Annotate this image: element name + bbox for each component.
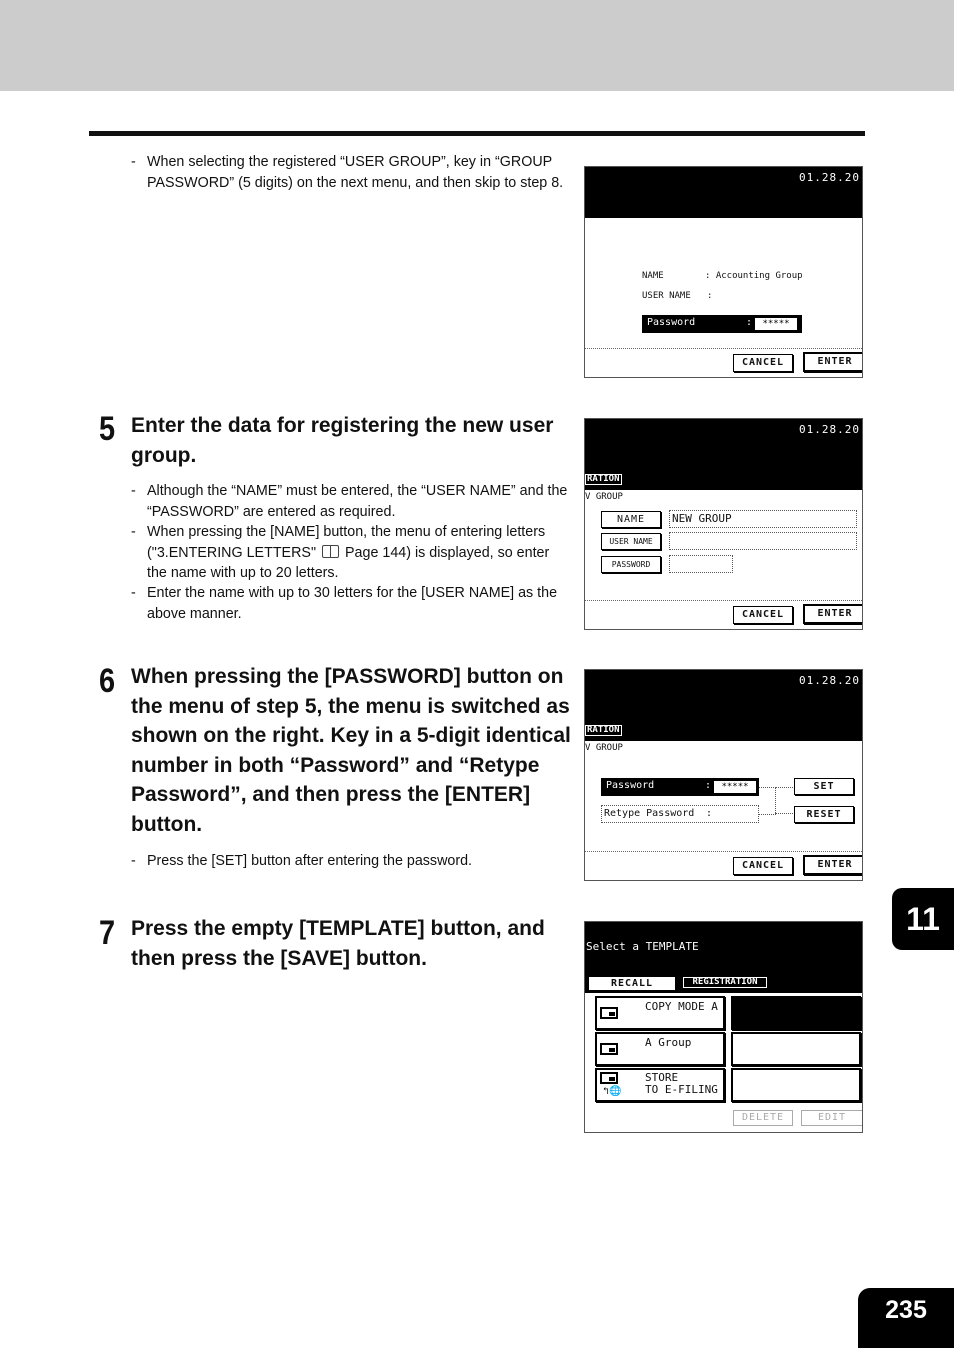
password-value: ***** [714, 781, 756, 793]
copy-icon [600, 1007, 618, 1019]
enter-button[interactable]: ENTER [803, 604, 863, 624]
copy-icon [600, 1043, 618, 1055]
group-label: V GROUP [585, 743, 623, 753]
connector-line [759, 787, 776, 815]
step-5-bullet-3: - Enter the name with up to 30 letters for the [USER NAME] as the above manner. [131, 585, 558, 622]
step-7-number: 7 [99, 914, 115, 952]
step-6-bullet-1: - Press the [SET] button after entering the password. [131, 853, 473, 869]
retype-password-field[interactable]: Retype Password : [601, 805, 759, 823]
lcd-date: 01.28.20 [799, 423, 860, 436]
lcd-group-password-screen [584, 166, 863, 378]
lcd-new-group-screen [584, 418, 863, 630]
step-5-bullet-2: - When pressing the [NAME] button, the menu of entering letters ("3.ENTERING LETTERS" Page 144) is displayed, so enter the name with up to 20 letters. [131, 524, 550, 581]
lcd-header [585, 167, 862, 218]
globe-icon: ↰🌐 [603, 1086, 622, 1097]
intro-bullet: - When selecting the registered “USER GROUP”, key in “GROUP PASSWORD” (5 digits) on the next menu, and then skip to step 8. [131, 154, 564, 191]
password-button[interactable]: PASSWORD [601, 556, 661, 573]
set-button[interactable]: SET [794, 778, 854, 795]
cancel-button[interactable]: CANCEL [733, 857, 793, 875]
lcd-password-screen [584, 669, 863, 881]
header-band [0, 0, 954, 91]
template-button-empty-selected[interactable] [731, 996, 861, 1030]
enter-button[interactable]: ENTER [803, 352, 863, 372]
name-button[interactable]: NAME [601, 511, 661, 528]
step-6-title: When pressing the [PASSWORD] button on the menu of step 5, the menu is switched as shown on the right. Key in a 5-digit identical number in both “Password” and “Retype Password”, and then press the [ENTER] button. [131, 665, 571, 836]
reset-button[interactable]: RESET [794, 806, 854, 823]
lcd-date: 01.28.20 [799, 674, 860, 687]
step-6-number: 6 [99, 662, 115, 700]
registration-tab[interactable]: RATION [584, 472, 624, 487]
password-value: ***** [755, 318, 797, 330]
delete-button[interactable]: DELETE [733, 1110, 793, 1126]
registration-tab[interactable]: RATION [584, 723, 624, 738]
step-7-title: Press the empty [TEMPLATE] button, and then press the [SAVE] button. [131, 917, 545, 970]
lcd-header [585, 419, 862, 490]
name-label: NAME [642, 271, 664, 281]
copy-icon [600, 1072, 618, 1084]
cancel-button[interactable]: CANCEL [733, 354, 793, 372]
template-button-empty-2[interactable] [731, 1068, 861, 1102]
user-name-value: : [707, 291, 713, 301]
cancel-button[interactable]: CANCEL [733, 606, 793, 624]
password-field [669, 555, 733, 573]
name-value: : Accounting Group [705, 271, 803, 281]
step-5-title: Enter the data for registering the new user group. [131, 414, 554, 467]
enter-button[interactable]: ENTER [803, 855, 863, 875]
registration-tab[interactable]: REGISTRATION [681, 975, 769, 990]
chapter-tab: 11 [892, 888, 954, 950]
step-5-bullet-1: - Although the “NAME” must be entered, the “USER NAME” and the “PASSWORD” are entered as required. [131, 483, 568, 520]
lcd-header [585, 670, 862, 741]
password-field[interactable]: Password : ***** [642, 315, 802, 333]
user-name-button[interactable]: USER NAME [601, 533, 661, 550]
user-name-field [669, 532, 857, 550]
template-button-empty[interactable] [731, 1032, 861, 1066]
password-field[interactable]: Password : ***** [601, 778, 759, 796]
template-button-store-to-efiling[interactable]: ↰🌐 STORE TO E-FILING [595, 1068, 725, 1102]
book-icon [322, 545, 339, 558]
name-field: NEW GROUP [669, 510, 857, 528]
user-name-label: USER NAME [642, 291, 691, 301]
edit-button[interactable]: EDIT [801, 1110, 863, 1126]
lcd-template-screen [584, 921, 863, 1133]
template-button-copy-mode-a[interactable]: COPY MODE A [595, 996, 725, 1030]
header-rule [89, 131, 865, 136]
step-5-number: 5 [99, 410, 115, 448]
recall-tab[interactable]: RECALL [588, 976, 676, 991]
page-number: 235 [858, 1288, 954, 1348]
template-screen-title: Select a TEMPLATE [586, 940, 699, 953]
lcd-date: 01.28.20 [799, 171, 860, 184]
group-label: V GROUP [585, 492, 623, 502]
template-button-a-group[interactable]: A Group [595, 1032, 725, 1066]
